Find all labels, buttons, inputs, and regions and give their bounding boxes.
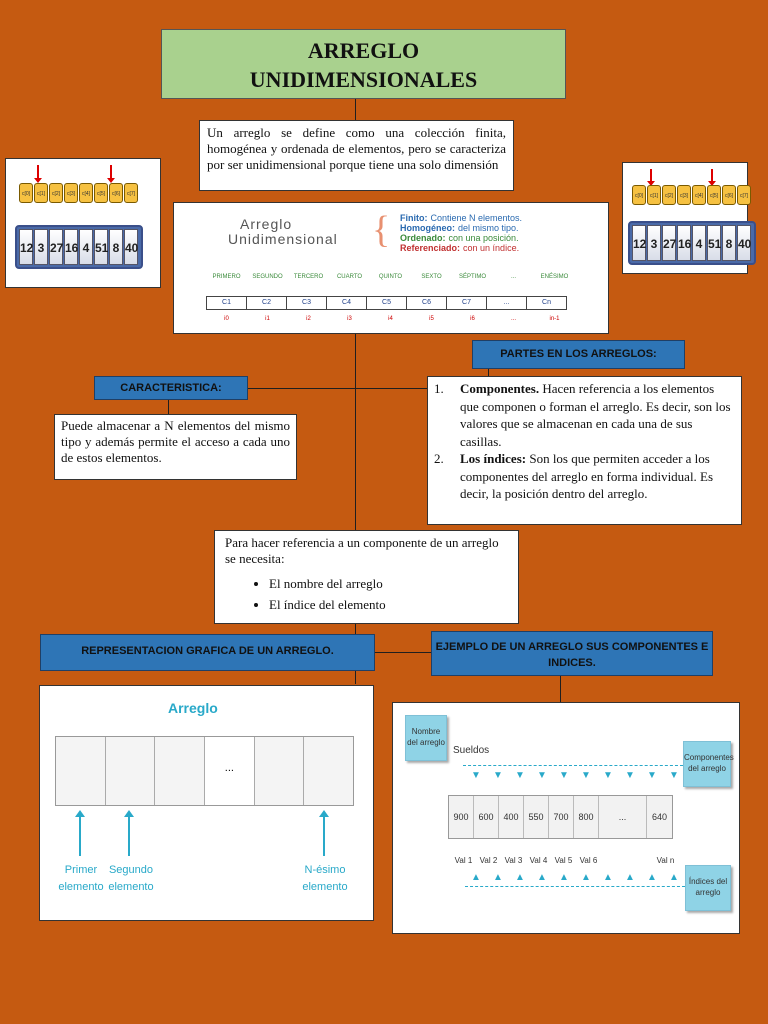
page-title [161,29,566,99]
index-cell: c[2] [49,183,63,203]
value-cell: 700 [549,796,574,838]
index-cell: c[2] [662,185,676,205]
arrow-label-nesimo: N-ésimo elemento [302,864,348,893]
index-label: i0 [224,316,229,322]
componentes-box: Componentes del arreglo [683,741,731,787]
connector-line [560,676,561,702]
arrow-down-icon: ▼ [581,770,591,781]
representacion-image [39,685,374,921]
index-label: in-1 [549,316,560,322]
arreglo-label: Arreglo [168,700,218,716]
partes-item-number: 2. [434,451,444,466]
array-cell-ellipsis: ... [205,737,255,805]
ejemplo-image [392,702,740,934]
ordinal-label: SEGUNDO [252,274,283,280]
arrow-down-icon: ▼ [669,770,679,781]
arrow-up-icon: ▲ [493,872,503,883]
value-label: Val 1 [454,856,473,865]
partes-list [434,380,733,503]
value-cell: 900 [449,796,474,838]
partes-item [434,450,733,503]
connector-line [355,334,356,530]
arrow-up-icon: ▲ [625,872,635,883]
red-arrow-icon [37,165,39,179]
arrow-label-primer: Primer elemento [58,864,104,893]
index-row [19,183,139,203]
representacion-header [40,634,375,671]
value-label: Val 6 [579,856,598,865]
index-cell: c[0] [632,185,646,205]
array-cell: C4 [326,296,367,310]
partes-item-bold: Componentes. [460,381,540,396]
value-cell: 800 [574,796,599,838]
arrow-down-icon: ▼ [537,770,547,781]
caracteristica-text: Puede almacenar a N elementos del mismo tipo y además permite el acceso a cada uno de estos elementos. [61,418,290,465]
index-cell: c[0] [19,183,33,203]
ordinal-label: CUARTO [336,274,363,280]
value-cell: 600 [474,796,499,838]
value-cell: 16 [677,225,691,261]
array-cell [56,737,106,805]
array-cell: C7 [446,296,487,310]
center-heading-1: Arreglo [240,216,293,232]
array-cell: C3 [286,296,327,310]
partes-item-number: 1. [434,381,444,396]
index-cell: c[3] [64,183,78,203]
index-label: i6 [470,316,475,322]
arrow-down-icon: ▼ [515,770,525,781]
referencia-list [225,573,508,615]
caracteristica-box [54,414,297,480]
index-label: i3 [347,316,352,322]
index-cell: c[7] [124,183,138,203]
values-row [448,795,673,839]
array-cell [304,737,353,805]
index-cell: c[1] [647,185,661,205]
index-label: i2 [306,316,311,322]
array-cell: C1 [206,296,247,310]
arrow-up-icon: ▲ [669,872,679,883]
index-row [206,307,575,325]
property-key: Homogéneo: [400,223,455,233]
value-cell: 8 [722,225,736,261]
arrow-up-icon [323,814,325,856]
value-cell: 27 [662,225,676,261]
arrow-down-icon: ▼ [493,770,503,781]
value-cell: 40 [124,229,138,265]
index-cell: c[7] [737,185,751,205]
partes-item [434,380,733,450]
nombre-box: Nombre del arreglo [405,715,447,761]
property-key: Referenciado: [400,243,461,253]
array-cell [255,737,305,805]
partes-header [472,340,685,369]
arrow-up-icon: ▲ [581,872,591,883]
title-line-2: UNIDIMENSIONALES [249,67,478,92]
property-item [400,243,522,253]
value-label: Val 3 [504,856,523,865]
array-cell: C5 [366,296,407,310]
title-line-1: ARREGLO [307,38,420,63]
value-label: Val 4 [529,856,548,865]
representacion-header-text: REPRESENTACION GRAFICA DE UN ARREGLO. [81,645,334,657]
index-cell: c[1] [34,183,48,203]
value-cell: 51 [94,229,108,265]
index-label: ... [510,316,516,322]
referencia-box [214,530,519,624]
index-label: i5 [429,316,434,322]
value-cell: 400 [499,796,524,838]
brace-icon: { [372,209,391,251]
referencia-bullet: • El nombre del arreglo [269,573,508,594]
index-row [632,185,752,205]
property-key: Finito: [400,213,428,223]
value-cell: 3 [647,225,661,261]
array-diagram [55,736,354,806]
property-value: Contiene N elementos. [430,213,523,223]
properties-list [400,213,522,253]
ejemplo-header [431,631,713,676]
partes-header-text: PARTES EN LOS ARREGLOS: [500,348,657,360]
connector-line [375,652,432,653]
index-cell: c[6] [722,185,736,205]
arrow-up-icon [128,814,130,856]
partes-box [427,376,742,525]
value-cell: 4 [79,229,93,265]
connector-line [488,368,489,376]
arrow-row-bottom [465,867,685,887]
property-item [400,233,522,243]
property-item [400,223,522,233]
arrow-up-icon [79,814,81,856]
property-value: del mismo tipo. [458,223,519,233]
value-cell: 12 [632,225,646,261]
ordinal-label: PRIMERO [212,274,241,280]
value-cell: 40 [737,225,751,261]
ordinal-row [206,265,575,283]
definition-box [199,120,514,191]
arrow-down-icon: ▼ [559,770,569,781]
value-cell: 4 [692,225,706,261]
arrow-down-icon: ▼ [603,770,613,781]
value-cell: 640 [651,812,668,822]
arrow-down-icon: ▼ [625,770,635,781]
index-cell: c[5] [707,185,721,205]
arrow-label-segundo: Segundo elemento [108,864,154,893]
ordinal-label: SEXTO [421,274,442,280]
arrow-up-icon: ▲ [537,872,547,883]
array-cell [155,737,205,805]
connector-line [248,388,428,389]
ordinal-label: SÉPTIMO [458,274,486,280]
array-cell: Cn [526,296,567,310]
connector-line [355,99,356,120]
right-array-image [622,162,752,274]
caracteristica-header-text: CARACTERISTICA: [120,382,222,394]
index-cell: c[4] [79,183,93,203]
partes-item-text: Hacen referencia a los elementos que componen o forman el arreglo. Es decir, son los valores que se almacenan en cada una de sus casillas. [460,381,731,449]
value-cell: 550 [524,796,549,838]
red-arrow-icon [711,169,713,182]
arrow-up-icon: ▲ [471,872,481,883]
red-arrow-icon [110,165,112,179]
arrow-up-icon: ▲ [559,872,569,883]
center-heading-2: Unidimensional [228,231,338,247]
referencia-bullet: • El índice del elemento [269,594,508,615]
arrow-up-icon: ▲ [647,872,657,883]
caracteristica-header [94,376,248,400]
red-arrow-icon [650,169,652,182]
value-row [15,225,143,269]
arrow-row-top [465,765,685,785]
value-cell: 27 [49,229,63,265]
indices-box: Índices del arreglo [685,865,731,911]
ejemplo-header-text: EJEMPLO DE UN ARREGLO SUS COMPONENTES E INDICES. [435,641,709,669]
value-label: Val n [656,856,675,865]
array-cell: C2 [246,296,287,310]
partes-item-bold: Los índices: [460,451,527,466]
referencia-intro: Para hacer referencia a un componente de un arreglo se necesita: [225,535,499,566]
property-value: con una posición. [448,233,519,243]
value-label: Val 2 [479,856,498,865]
value-row [628,221,756,265]
center-array-image [173,202,609,334]
ordinal-label: QUINTO [378,274,403,280]
index-label: i1 [265,316,270,322]
partes-item-text: Son los que permiten acceder a los componentes del arreglo en forma individual. Es decir, la posición dentro del arreglo. [460,451,714,501]
index-cell: c[6] [109,183,123,203]
arrow-up-icon: ▲ [603,872,613,883]
connector-line [168,400,169,414]
value-cell: 51 [707,225,721,261]
array-cell [106,737,156,805]
array-cell: ... [486,296,527,310]
arrow-up-icon: ▲ [515,872,525,883]
definition-text: Un arreglo se define como una colección finita, homogénea y ordenada de elementos, pero se caracteriza por ser unidimensional porque tiene una solo dimensión [207,125,506,172]
left-array-image [5,158,161,288]
value-cell: 3 [34,229,48,265]
property-item [400,213,522,223]
index-cell: c[4] [692,185,706,205]
value-cell: 8 [109,229,123,265]
index-cell: c[5] [94,183,108,203]
arrow-down-icon: ▼ [647,770,657,781]
arrow-down-icon: ▼ [471,770,481,781]
property-value: con un índice. [463,243,520,253]
value-cell: 12 [19,229,33,265]
value-label: Val 5 [554,856,573,865]
labels-row [451,850,678,868]
value-cell: ... [599,796,647,838]
index-cell: c[3] [677,185,691,205]
array-name-label: Sueldos [453,745,490,756]
property-key: Ordenado: [400,233,446,243]
ordinal-label: ... [510,274,516,280]
index-label: i4 [388,316,393,322]
ordinal-label: ENÉSIMO [540,274,569,280]
value-cell: 16 [64,229,78,265]
array-cell: C6 [406,296,447,310]
ordinal-label: TERCERO [293,274,324,280]
